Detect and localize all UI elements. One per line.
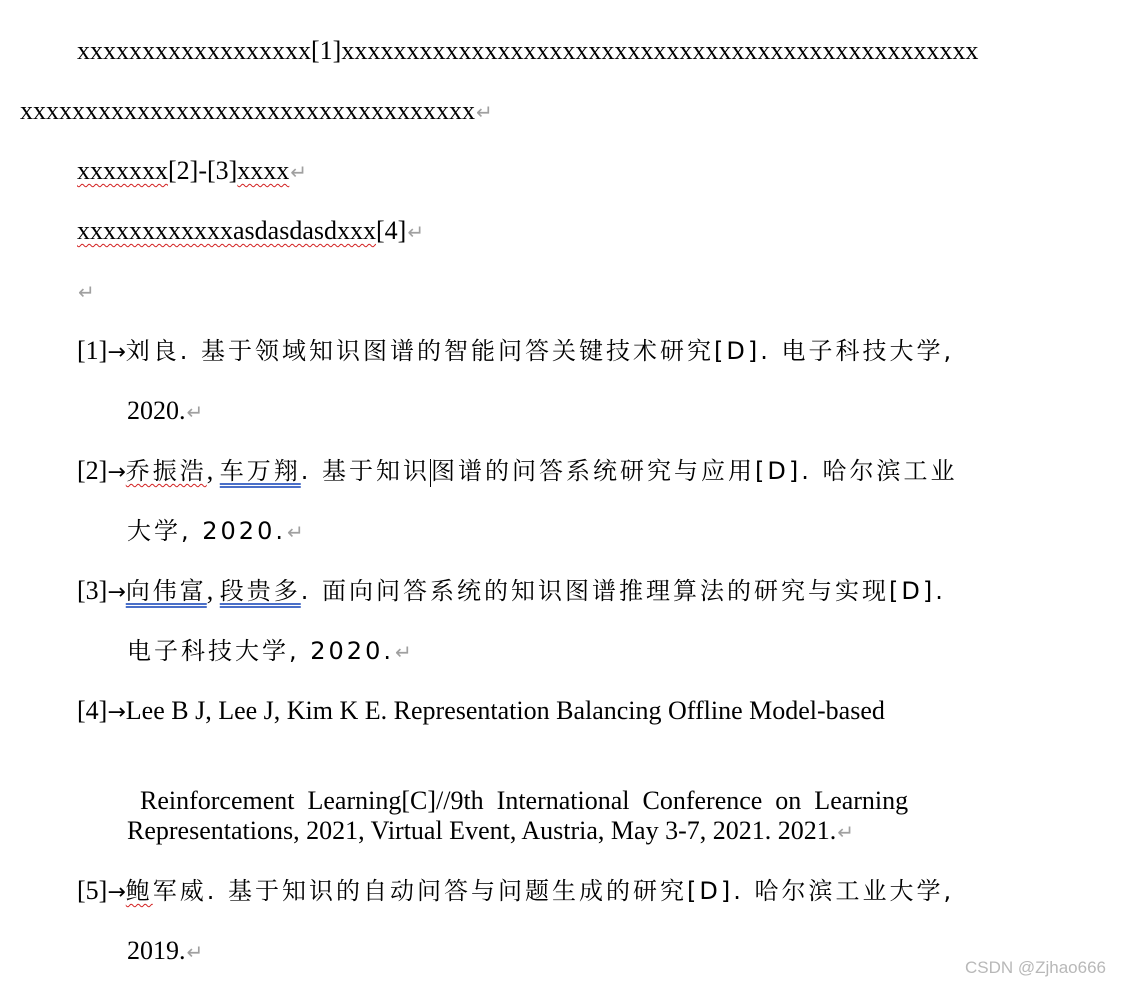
reference-4 bbox=[77, 696, 885, 726]
misspelled-word: xxxxxxx bbox=[77, 156, 168, 185]
paragraph-mark-icon: ↵ bbox=[286, 520, 304, 544]
reference-number: [5] bbox=[77, 876, 108, 905]
reference-title: . 基于领域知识图谱的智能问答关键技术研究[D]. 电子科技大学, bbox=[179, 337, 955, 365]
reference-5-continuation bbox=[127, 936, 203, 966]
body-line-1 bbox=[77, 36, 978, 66]
reference-4-continuation-2 bbox=[127, 816, 854, 846]
paragraph-mark-icon: ↵ bbox=[290, 160, 308, 184]
reference-publisher: 电子科技大学, 2020. bbox=[127, 637, 394, 665]
reference-year: 2020. bbox=[127, 396, 186, 425]
paragraph-mark-icon: ↵ bbox=[78, 280, 95, 304]
reference-2-continuation bbox=[127, 516, 304, 546]
reference-year: 2019. bbox=[127, 936, 186, 965]
citation-marker: [2]-[3] bbox=[168, 156, 238, 185]
reference-text: Lee B J, Lee J, Kim K E. Representation Balancing Offline Model-based bbox=[125, 696, 885, 725]
tab-arrow-icon: → bbox=[107, 700, 126, 725]
reference-publisher: 大学, 2020. bbox=[127, 517, 286, 545]
reference-author: 车万翔 bbox=[219, 457, 301, 485]
paragraph-mark-icon: ↵ bbox=[186, 940, 204, 964]
body-line-1-text: xxxxxxxxxxxxxxxxxx[1]xxxxxxxxxxxxxxxxxxxxxxxxxxxxxxxxxxxxxxxxxxxxxxxxx bbox=[77, 36, 979, 65]
reference-authors: 刘良 bbox=[125, 337, 180, 365]
paragraph-mark-icon: ↵ bbox=[407, 220, 425, 244]
citation-marker: [4] bbox=[375, 216, 407, 245]
reference-5 bbox=[77, 876, 954, 906]
tab-arrow-icon: → bbox=[107, 880, 126, 905]
paragraph-mark-icon: ↵ bbox=[186, 400, 204, 424]
reference-author: 段贵多 bbox=[219, 577, 301, 605]
reference-title: . 基于知识的自动问答与问题生成的研究[D]. 哈尔滨工业大学, bbox=[206, 877, 955, 905]
author-separator: , bbox=[206, 456, 214, 485]
paragraph-mark-icon: ↵ bbox=[837, 820, 855, 844]
reference-title: . 面向问答系统的知识图谱推理算法的研究与实现[D]. bbox=[300, 577, 946, 605]
reference-1 bbox=[77, 336, 954, 366]
reference-number: [2] bbox=[77, 456, 108, 485]
reference-number: [3] bbox=[77, 576, 108, 605]
body-line-2-text: xxxxxxxxxxxxxxxxxxxxxxxxxxxxxxxxxxx bbox=[20, 96, 475, 125]
reference-author: 乔振浩 bbox=[125, 457, 207, 485]
tab-arrow-icon: → bbox=[107, 340, 126, 365]
misspelled-word: xxxxxxxxxxxxasdasdasdxxx bbox=[77, 216, 376, 245]
reference-title: 图谱的问答系统研究与应用[D]. 哈尔滨工业 bbox=[431, 457, 958, 485]
empty-paragraph bbox=[77, 276, 95, 306]
misspelled-word: xxxx bbox=[237, 156, 290, 185]
reference-3-continuation bbox=[127, 636, 412, 666]
reference-number: [1] bbox=[77, 336, 108, 365]
reference-text: Reinforcement Learning[C]//9th International Conference on Learning bbox=[140, 786, 909, 815]
body-line-2 bbox=[20, 96, 493, 126]
reference-title: . 基于知识 bbox=[300, 457, 431, 485]
reference-3 bbox=[77, 576, 946, 606]
body-line-3 bbox=[77, 156, 307, 186]
reference-author: 向伟富 bbox=[125, 577, 207, 605]
body-line-4 bbox=[77, 216, 424, 246]
reference-text: Representations, 2021, Virtual Event, Austria, May 3-7, 2021. 2021. bbox=[127, 816, 837, 845]
tab-arrow-icon: → bbox=[107, 580, 126, 605]
reference-number: [4] bbox=[77, 696, 108, 725]
watermark: CSDN @Zjhao666 bbox=[964, 958, 1106, 977]
reference-2 bbox=[77, 456, 958, 486]
tab-arrow-icon: → bbox=[107, 460, 126, 485]
paragraph-mark-icon: ↵ bbox=[394, 640, 412, 664]
reference-author-given: 军威 bbox=[152, 877, 207, 905]
reference-author-surname: 鲍 bbox=[125, 877, 153, 905]
author-separator: , bbox=[206, 576, 214, 605]
paragraph-mark-icon: ↵ bbox=[476, 100, 493, 124]
reference-1-continuation bbox=[127, 396, 203, 426]
reference-4-continuation-1 bbox=[127, 756, 909, 815]
